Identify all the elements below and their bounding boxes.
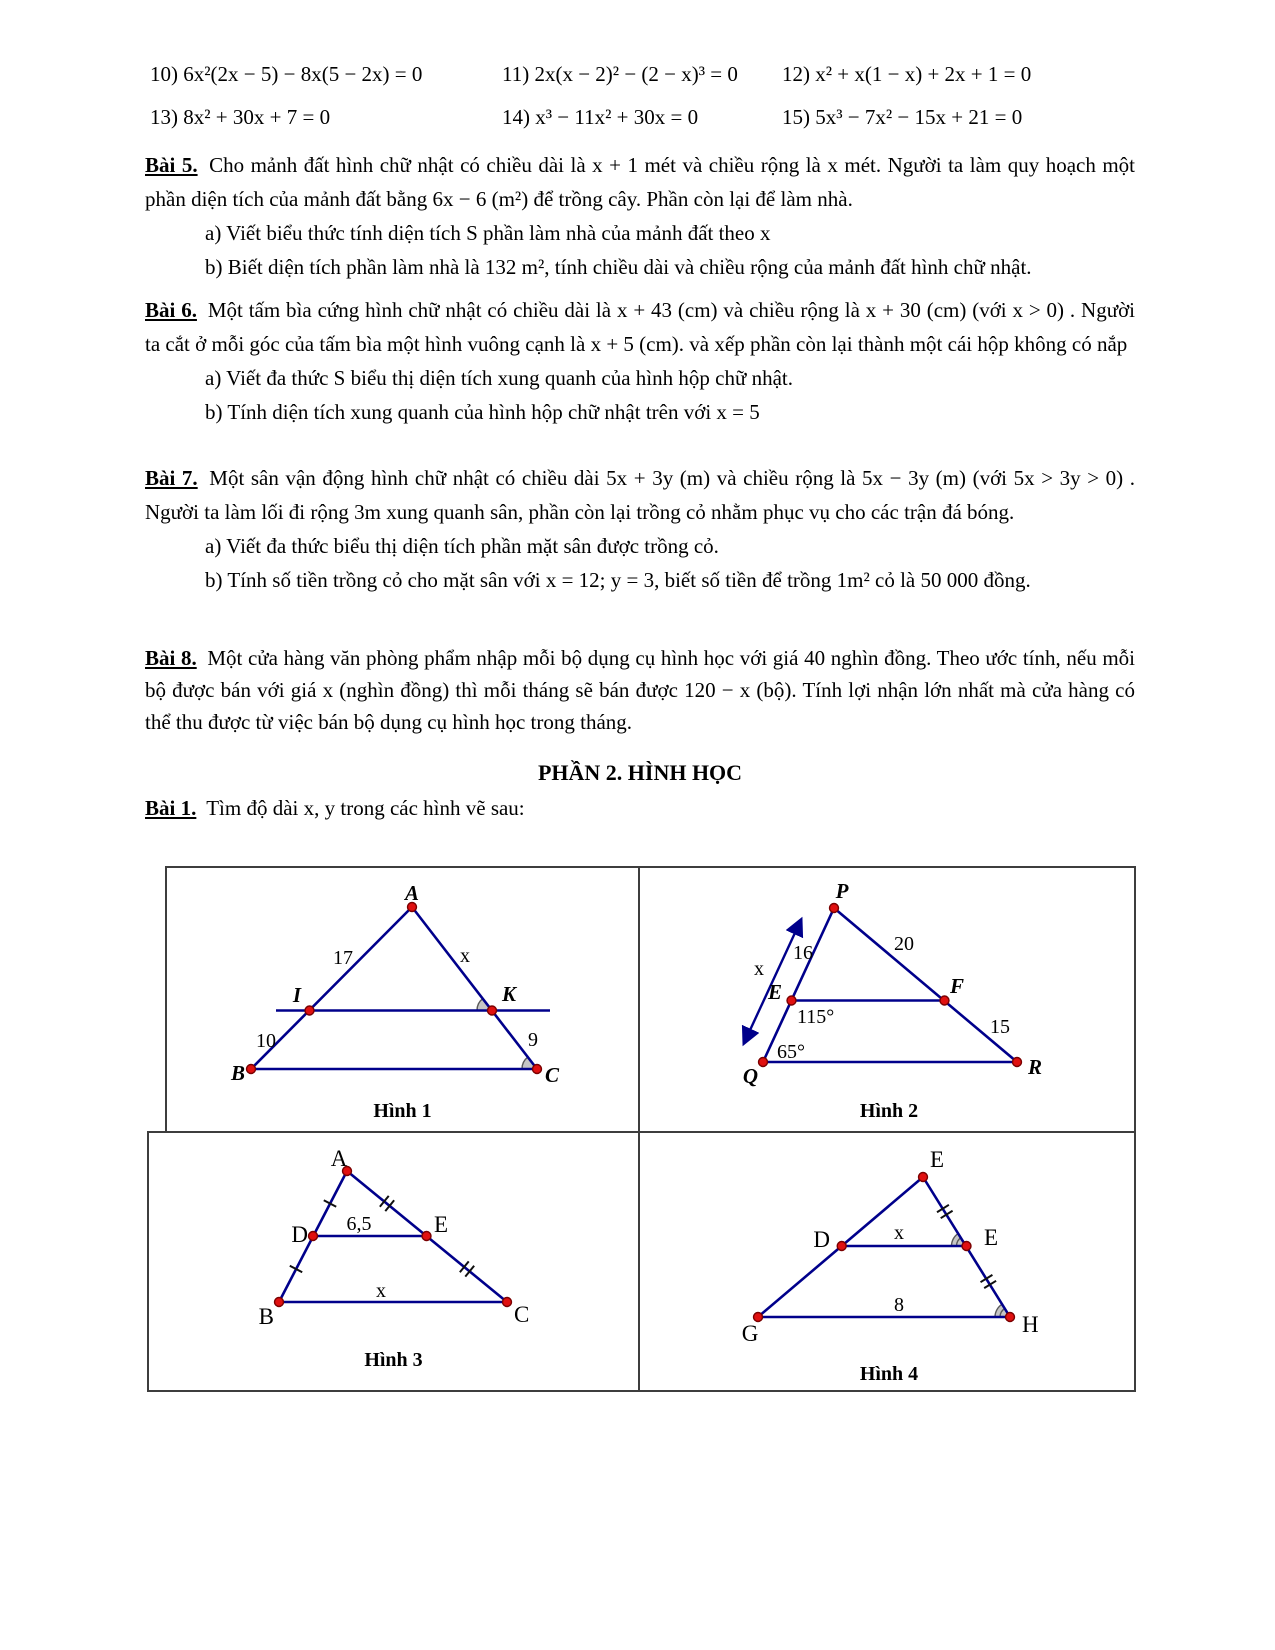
h4-edges — [758, 1177, 1010, 1317]
h1-dot-B — [247, 1065, 256, 1074]
h3-label-B: B — [258, 1304, 274, 1329]
h4-label-E2: E — [984, 1225, 999, 1250]
equation-12: 12) x² + x(1 − x) + 2x + 1 = 0 — [782, 62, 1032, 86]
h2-length-PE: 16 — [793, 942, 813, 964]
h1-dot-K — [488, 1006, 497, 1015]
bai5-label: Bài 5. — [145, 153, 198, 177]
hinh4-caption: Hình 4 — [859, 1363, 919, 1385]
h1-length-AK: x — [460, 945, 470, 967]
h2-length-FR: 15 — [990, 1016, 1010, 1038]
bai8-body: Một cửa hàng văn phòng phẩm nhập mỗi bộ dụng cụ hình học với giá 40 nghìn đồng. Theo ước tính, nếu mỗi bộ được bán với giá x (nghìn đồng) thì mỗi tháng sẽ bán được 120 − x (bộ). Tính lợi nhận lớn nhất mà cửa hàng có thể thu được từ việc bán bộ dụng cụ hình học trong tháng. — [145, 646, 1135, 734]
bai6-body: Một tấm bìa cứng hình chữ nhật có chiều dài là x + 43 (cm) và chiều rộng là x + 30 (cm) (với x > 0) . Người ta cắt ở mỗi góc của tấm bìa một hình vuông cạnh là x + 5 (cm). và xếp phần còn lại thành một cái hộp không có nắp — [145, 298, 1136, 356]
section-2-title: PHẦN 2. HÌNH HỌC — [537, 760, 743, 785]
h4-label-Etop: E — [929, 1147, 945, 1172]
h3-label-C: C — [514, 1302, 530, 1327]
hinh2-caption: Hình 2 — [859, 1100, 919, 1122]
cell-hinh1 — [167, 868, 638, 1131]
bai5-text — [145, 148, 1135, 216]
h4-label-H: H — [1022, 1312, 1039, 1337]
h3-length-DE: 6,5 — [346, 1213, 372, 1235]
h3-label-E: E — [434, 1212, 449, 1237]
hinh1-caption: Hình 1 — [373, 1100, 432, 1122]
bai1-heading — [145, 796, 1135, 821]
h3-dot-C — [503, 1298, 512, 1307]
problem-bai-6 — [145, 293, 1135, 429]
bai8-text — [145, 642, 1135, 738]
h4-length-DE2: x — [894, 1222, 904, 1244]
cell-hinh4 — [638, 1133, 1138, 1390]
bai7-part-b: b) Tính số tiền trồng cỏ cho mặt sân với x = 12; y = 3, biết số tiền để trồng 1m² cỏ là 50 000 đồng. — [205, 568, 1031, 592]
h2-arrow-label-x: x — [754, 958, 764, 980]
hinh3-caption: Hình 3 — [364, 1349, 423, 1371]
equation-13: 13) 8x² + 30x + 7 = 0 — [150, 105, 331, 129]
h2-dot-P — [830, 904, 839, 913]
h3-length-BC: x — [376, 1280, 386, 1302]
h2-label-E: E — [767, 980, 782, 1004]
equation-row-1 — [150, 62, 1135, 87]
h4-label-G: G — [741, 1321, 759, 1346]
h1-vertex-dots — [247, 903, 542, 1074]
h1-length-IB: 10 — [256, 1030, 276, 1052]
h1-label-A: A — [404, 881, 420, 905]
h3-dot-D — [309, 1232, 318, 1241]
bai5-part-a: a) Viết biểu thức tính diện tích S phần làm nhà của mảnh đất theo x — [205, 221, 771, 245]
bai1-label: Bài 1. — [145, 796, 197, 820]
hinh1-figure — [167, 868, 634, 1131]
h4-length-GH: 8 — [894, 1294, 904, 1316]
h2-dot-F — [940, 996, 949, 1005]
bai7-body: Một sân vận động hình chữ nhật có chiều dài 5x + 3y (m) và chiều rộng là 5x − 3y (m) (với 5x > 3y > 0) . Người ta làm lối đi rộng 3m xung quanh sân, phần còn lại trồng cỏ nhằm phục vụ cho các trận đá bóng. — [145, 466, 1135, 524]
cell-hinh2 — [638, 868, 1138, 1131]
h1-dot-C — [533, 1065, 542, 1074]
h1-label-I: I — [292, 983, 301, 1007]
bai5-body: Cho mảnh đất hình chữ nhật có chiều dài là x + 1 mét và chiều rộng là x mét. Người ta làm quy hoạch một phần diện tích của mảnh đất bằng 6x − 6 (m²) để trồng cây. Phần còn lại để làm nhà. — [145, 153, 1136, 211]
h2-angle-E-value: 115° — [797, 1006, 835, 1028]
hinh2-figure — [640, 868, 1136, 1131]
h4-dot-Etop — [919, 1173, 928, 1182]
h2-label-F: F — [950, 974, 965, 998]
bai6-part-b: b) Tính diện tích xung quanh của hình hộp chữ nhật trên với x = 5 — [205, 400, 760, 424]
h2-edge-PR — [834, 908, 1017, 1062]
h2-dot-Q — [759, 1058, 768, 1067]
h2-length-PF: 20 — [894, 933, 914, 955]
h4-dot-D — [837, 1242, 846, 1251]
bai7-text — [145, 461, 1135, 529]
h1-dot-I — [305, 1006, 314, 1015]
h1-label-B: B — [230, 1061, 245, 1085]
bai1-text: Tìm độ dài x, y trong các hình vẽ sau: — [206, 796, 525, 820]
h1-length-AI: 17 — [333, 947, 353, 969]
bai6-text — [145, 293, 1135, 361]
h2-dot-E — [787, 996, 796, 1005]
h2-label-Q: Q — [742, 1064, 758, 1088]
figure-table-row2 — [147, 1131, 1136, 1392]
bai7-part-a: a) Viết đa thức biểu thị diện tích phần mặt sân được trồng cỏ. — [205, 534, 719, 558]
problem-bai-8 — [145, 642, 1135, 738]
hinh4-figure — [640, 1133, 1136, 1390]
problem-bai-7 — [145, 461, 1135, 597]
h1-edge-AC — [412, 907, 537, 1069]
bai7-label: Bài 7. — [145, 466, 198, 490]
h2-label-P: P — [835, 879, 849, 903]
h1-label-C: C — [545, 1063, 560, 1087]
h2-dot-R — [1013, 1058, 1022, 1067]
h1-length-KC: 9 — [528, 1029, 538, 1051]
h4-dot-E2 — [962, 1242, 971, 1251]
figure-table-row1 — [165, 866, 1136, 1133]
h4-label-D: D — [813, 1227, 830, 1252]
h1-label-K: K — [502, 982, 517, 1006]
bai5-part-b: b) Biết diện tích phần làm nhà là 132 m², tính chiều dài và chiều rộng của mảnh đất hình chữ nhật. — [205, 255, 1032, 279]
bai6-label: Bài 6. — [145, 298, 197, 322]
bai8-label: Bài 8. — [145, 646, 197, 670]
bai6-part-a: a) Viết đa thức S biểu thị diện tích xung quanh của hình hộp chữ nhật. — [205, 366, 793, 390]
cell-hinh3 — [149, 1133, 638, 1390]
h4-dot-H — [1006, 1313, 1015, 1322]
h2-label-R: R — [1028, 1055, 1043, 1079]
h2-angle-Q-value: 65° — [777, 1041, 805, 1063]
h3-dot-B — [275, 1298, 284, 1307]
equation-15: 15) 5x³ − 7x² − 15x + 21 = 0 — [782, 105, 1023, 129]
equation-11: 11) 2x(x − 2)² − (2 − x)³ = 0 — [502, 62, 738, 86]
equation-row-2 — [150, 105, 1135, 130]
problem-bai-5 — [145, 148, 1135, 284]
h3-label-A: A — [330, 1146, 348, 1171]
equation-10: 10) 6x²(2x − 5) − 8x(5 − 2x) = 0 — [150, 62, 423, 86]
equation-list — [150, 62, 1135, 148]
h3-label-D: D — [291, 1222, 308, 1247]
h3-dot-E — [422, 1232, 431, 1241]
equation-14: 14) x³ − 11x² + 30x = 0 — [502, 105, 699, 129]
h2-edges — [763, 908, 1017, 1062]
